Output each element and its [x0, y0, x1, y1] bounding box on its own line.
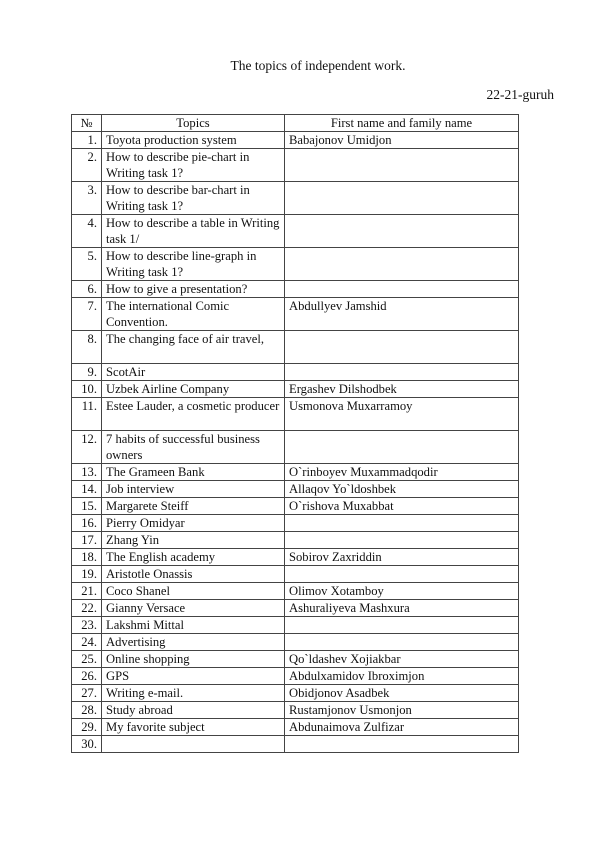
row-topic: The changing face of air travel, — [102, 331, 285, 364]
row-name — [285, 248, 519, 281]
header-number: № — [72, 115, 102, 132]
row-number: 1. — [72, 132, 102, 149]
table-row — [72, 549, 519, 566]
row-name: Babajonov Umidjon — [285, 132, 519, 149]
table-row — [72, 298, 519, 331]
row-topic: How to give a presentation? — [102, 281, 285, 298]
row-topic: Coco Shanel — [102, 583, 285, 600]
table-row — [72, 668, 519, 685]
row-number: 8. — [72, 331, 102, 364]
row-name — [285, 532, 519, 549]
table-row — [72, 132, 519, 149]
row-topic: How to describe pie-chart in Writing task 1? — [102, 149, 285, 182]
table-row — [72, 583, 519, 600]
row-topic: The international Comic Convention. — [102, 298, 285, 331]
table-row — [72, 381, 519, 398]
table-row — [72, 685, 519, 702]
table-row — [72, 498, 519, 515]
row-topic: Uzbek Airline Company — [102, 381, 285, 398]
row-topic: Toyota production system — [102, 132, 285, 149]
row-name — [285, 215, 519, 248]
row-topic: Aristotle Onassis — [102, 566, 285, 583]
row-topic: Job interview — [102, 481, 285, 498]
row-name: Allaqov Yo`ldoshbek — [285, 481, 519, 498]
row-number: 24. — [72, 634, 102, 651]
table-row — [72, 364, 519, 381]
row-name — [285, 736, 519, 753]
row-number: 4. — [72, 215, 102, 248]
row-name — [285, 182, 519, 215]
row-topic: Gianny Versace — [102, 600, 285, 617]
table-row — [72, 464, 519, 481]
row-topic: Estee Lauder, a cosmetic producer — [102, 398, 285, 431]
row-name — [285, 331, 519, 364]
row-name — [285, 634, 519, 651]
table-row — [72, 600, 519, 617]
row-number: 3. — [72, 182, 102, 215]
table-row — [72, 182, 519, 215]
row-number: 21. — [72, 583, 102, 600]
row-topic — [102, 736, 285, 753]
row-name: Olimov Xotamboy — [285, 583, 519, 600]
row-name: Abdulxamidov Ibroximjon — [285, 668, 519, 685]
row-number: 6. — [72, 281, 102, 298]
row-number: 11. — [72, 398, 102, 431]
row-name: Sobirov Zaxriddin — [285, 549, 519, 566]
row-topic: Study abroad — [102, 702, 285, 719]
table-row — [72, 651, 519, 668]
row-name: Abdunaimova Zulfizar — [285, 719, 519, 736]
row-topic: ScotAir — [102, 364, 285, 381]
row-number: 16. — [72, 515, 102, 532]
row-number: 27. — [72, 685, 102, 702]
row-topic: How to describe line-graph in Writing task 1? — [102, 248, 285, 281]
table-row — [72, 481, 519, 498]
row-number: 10. — [72, 381, 102, 398]
row-number: 13. — [72, 464, 102, 481]
row-name: O`rinboyev Muxammadqodir — [285, 464, 519, 481]
table-header-row — [72, 115, 519, 132]
row-topic: How to describe bar-chart in Writing task 1? — [102, 182, 285, 215]
row-topic: The English academy — [102, 549, 285, 566]
row-name: Rustamjonov Usmonjon — [285, 702, 519, 719]
row-topic: Zhang Yin — [102, 532, 285, 549]
row-name — [285, 149, 519, 182]
table-row — [72, 566, 519, 583]
table-row — [72, 719, 519, 736]
row-name — [285, 566, 519, 583]
row-topic: Lakshmi Mittal — [102, 617, 285, 634]
row-number: 15. — [72, 498, 102, 515]
table-row — [72, 532, 519, 549]
row-name: Abdullyev Jamshid — [285, 298, 519, 331]
table-row — [72, 331, 519, 364]
row-number: 2. — [72, 149, 102, 182]
row-name: Ergashev Dilshodbek — [285, 381, 519, 398]
header-name: First name and family name — [285, 115, 519, 132]
row-topic: 7 habits of successful business owners — [102, 431, 285, 464]
group-label: 22-21-guruh — [486, 87, 554, 102]
row-topic: GPS — [102, 668, 285, 685]
table-row — [72, 149, 519, 182]
document-title: The topics of independent work. — [230, 58, 406, 73]
topics-table — [71, 114, 519, 753]
row-number: 14. — [72, 481, 102, 498]
row-number: 12. — [72, 431, 102, 464]
row-number: 23. — [72, 617, 102, 634]
row-name — [285, 515, 519, 532]
row-name — [285, 617, 519, 634]
row-name: Ashuraliyeva Mashxura — [285, 600, 519, 617]
row-topic: The Grameen Bank — [102, 464, 285, 481]
table-row — [72, 398, 519, 431]
row-number: 29. — [72, 719, 102, 736]
table-row — [72, 248, 519, 281]
row-number: 30. — [72, 736, 102, 753]
table-row — [72, 281, 519, 298]
row-topic: How to describe a table in Writing task 1/ — [102, 215, 285, 248]
row-name — [285, 364, 519, 381]
row-topic: Writing e-mail. — [102, 685, 285, 702]
row-name — [285, 431, 519, 464]
table-row — [72, 215, 519, 248]
row-number: 26. — [72, 668, 102, 685]
row-number: 18. — [72, 549, 102, 566]
row-topic: Margarete Steiff — [102, 498, 285, 515]
table-row — [72, 736, 519, 753]
row-topic: Advertising — [102, 634, 285, 651]
header-topics: Topics — [102, 115, 285, 132]
row-number: 25. — [72, 651, 102, 668]
row-number: 28. — [72, 702, 102, 719]
row-number: 7. — [72, 298, 102, 331]
row-name — [285, 281, 519, 298]
row-number: 22. — [72, 600, 102, 617]
row-name: Obidjonov Asadbek — [285, 685, 519, 702]
row-topic: My favorite subject — [102, 719, 285, 736]
row-topic: Online shopping — [102, 651, 285, 668]
table-row — [72, 431, 519, 464]
row-number: 9. — [72, 364, 102, 381]
table-row — [72, 617, 519, 634]
row-topic: Pierry Omidyar — [102, 515, 285, 532]
table-row — [72, 515, 519, 532]
table-row — [72, 702, 519, 719]
row-number: 17. — [72, 532, 102, 549]
row-name: O`rishova Muxabbat — [285, 498, 519, 515]
table-row — [72, 634, 519, 651]
row-name: Usmonova Muxarramoy — [285, 398, 519, 431]
row-name: Qo`ldashev Xojiakbar — [285, 651, 519, 668]
row-number: 19. — [72, 566, 102, 583]
row-number: 5. — [72, 248, 102, 281]
